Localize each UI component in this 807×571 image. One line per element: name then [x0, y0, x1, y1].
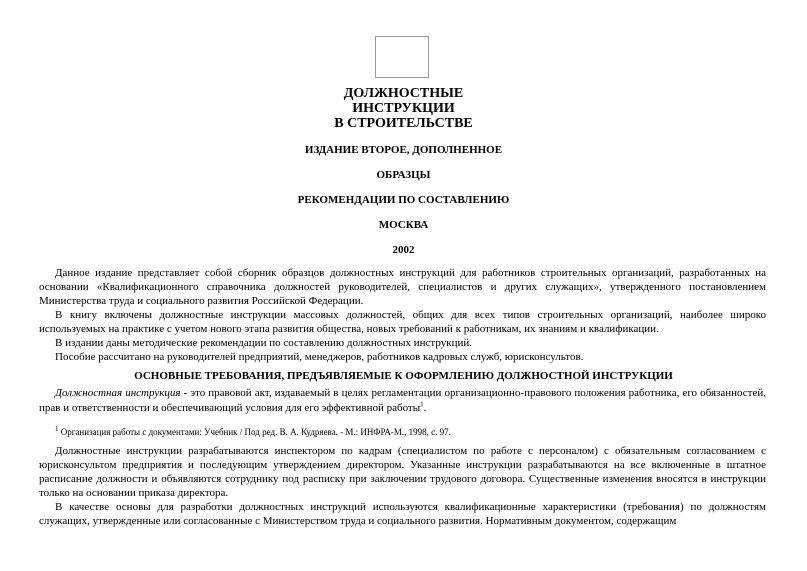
body-section: [39, 444, 766, 528]
title-line-1: ДОЛЖНОСТНЫЕ: [343, 86, 464, 101]
samples-line: ОБРАЗЦЫ: [376, 169, 431, 181]
footnote-mark: 1: [55, 425, 59, 433]
body-paragraph-2: В качестве основы для разработки должностных инструкций используются квалификационные характеристики (требования) по должностям служащих, утвержденные или согласованные с Министерством труда и социального развития. Нормативным документом, содержащим: [39, 501, 766, 527]
intro-section: [39, 266, 766, 364]
definition-term: Должностная инструкция: [55, 387, 181, 399]
edition-line: ИЗДАНИЕ ВТОРОЕ, ДОПОЛНЕННОЕ: [304, 144, 503, 156]
title-line-3: В СТРОИТЕЛЬСТВЕ: [334, 116, 473, 131]
intro-paragraph-3: В издании даны методические рекомендации по составлению должностных инструкций.: [55, 337, 472, 349]
year-line: 2002: [392, 244, 415, 256]
intro-paragraph-4: Пособие рассчитано на руководителей предприятий, менеджеров, работников кадровых служб, юрисконсультов.: [55, 351, 584, 363]
book-title: [0, 86, 807, 131]
section-heading: ОСНОВНЫЕ ТРЕБОВАНИЯ, ПРЕДЪЯВЛЯЕМЫЕ К ОФОРМЛЕНИЮ ДОЛЖНОСТНОЙ ИНСТРУКЦИИ: [134, 370, 673, 382]
definition-end: .: [423, 402, 427, 414]
recommendations-line: РЕКОМЕНДАЦИИ ПО СОСТАВЛЕНИЮ: [297, 194, 510, 206]
footnote: [55, 427, 451, 437]
footnote-reference: 1: [420, 400, 424, 409]
city-line: МОСКВА: [378, 219, 429, 231]
logo-placeholder: [375, 36, 429, 78]
body-paragraph-1: Должностные инструкции разрабатываются инспектором по кадрам (специалистом по работе с персоналом) с обязательным согласованием с юрисконсультом предприятия и последующим утверждением директором. Указанные инструкции разрабатываются на все включенные в штатное расписание должности и объявляются сотруднику под расписку при заключении трудового договора. Существенные изменения вносятся в инструкции только на основании приказа директора.: [39, 445, 766, 499]
title-line-2: ИНСТРУКЦИИ: [352, 101, 455, 116]
definition-text: - это правовой акт, издаваемый в целях регламентации организационно-правового положения работника, его обязанностей, прав и ответственности и обеспечивающий условия для его эффективной работы: [39, 387, 767, 414]
intro-paragraph-2: В книгу включены должностные инструкции массовых должностей, общих для всех типов строительных организаций, наиболее широко используемых на практике с учетом нового этапа развития общества, новых требований к работникам, их знаниям и квалификации.: [39, 309, 766, 335]
footnote-text: Организация работы с документами: Учебник / Под ред. В. А. Кудряева. - М.: ИНФРА-М., 1998, с. 97.: [58, 427, 451, 437]
definition-paragraph: [39, 386, 766, 416]
intro-paragraph-1: Данное издание представляет собой сборник образцов должностных инструкций для работников строительных организаций, разработанных на основании «Квалификационного справочника должностей руководителей, специалистов и других служащих», утвержденного постановлением Министерства труда и социального развития Российской Федерации.: [39, 267, 766, 307]
